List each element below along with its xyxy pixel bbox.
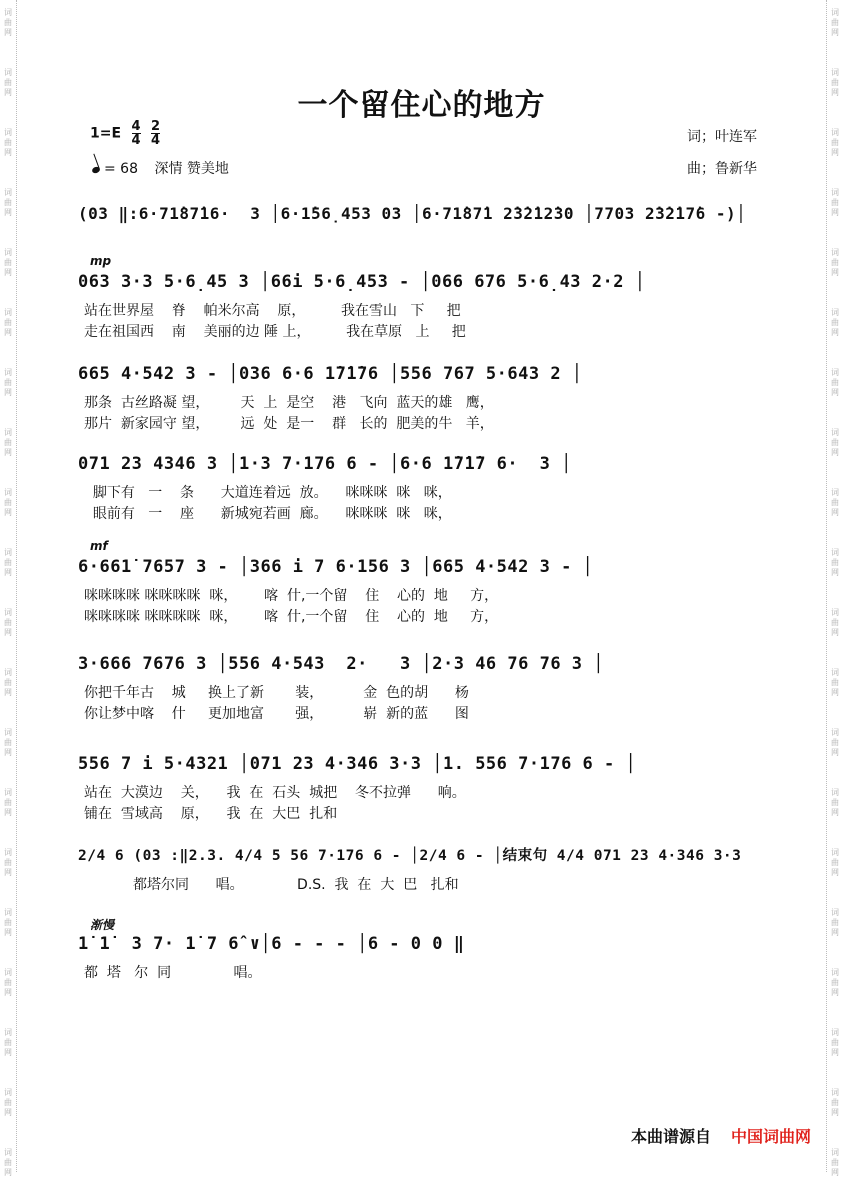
watermark-text: 词 曲 网 [4, 788, 12, 817]
lyric-line: 那片 新家园守 望， 远 处 是一 群 长的 肥美的牛 羊， [84, 416, 494, 432]
lyric-line: 走在祖国西 南 美丽的边 陲 上， 我在草原 上 把 [84, 324, 466, 340]
key-signature [90, 120, 160, 147]
notation: 2/4 6 (03 :‖2.3. 4/4 5 56 7·176 6 - │2/4 6 - │结束句 4/4 071 23 4·346 3·3 [78, 848, 742, 864]
watermark-text: 词 曲 网 [4, 848, 12, 877]
notation: 071 23 4346 3 │1·3 7·176 6 - │6·6 1̇7̇1̇7 6· 3 │ [78, 454, 572, 474]
watermark-text: 词 曲 网 [4, 308, 12, 337]
notation: 063 3·3 5·6̣45 3 │66i 5·6̣453 - │066 676 5·6̣43 2·2 │ [78, 272, 646, 292]
time-signature-24: $\frac{2}{4}$ [151, 119, 161, 148]
lyric-line: 那条 古丝路凝 望， 天 上 是空 港 飞向 蓝天的雄 鹰， [84, 395, 494, 411]
watermark-text: 词 曲 网 [4, 608, 12, 637]
watermark-text: 词 曲 网 [4, 248, 12, 277]
lyric-line: 站在 大漠边 关， 我 在 石头 城把 冬不拉弹 响。 [84, 785, 466, 801]
watermark-text: 词 曲 网 [4, 488, 12, 517]
watermark-text: 词 曲 网 [831, 488, 839, 517]
source-label: 本曲谱源自 [630, 1127, 711, 1146]
source-footer [631, 1124, 811, 1147]
lyric-line: 铺在 雪域高 原， 我 在 大巴 扎和 [84, 806, 338, 822]
watermark-text: 词 曲 网 [831, 968, 839, 997]
notation: 1̇ 1̇ 3 7· 1̇ 7 6̂ ∨│6 - - - │6 - 0 0 ‖ [78, 934, 465, 954]
notation: 6·661̇ 7657 3 - │366 i 7 6·156 3 │665 4·542 3 - │ [78, 557, 594, 577]
composer: 曲；鲁新华 [687, 161, 757, 177]
watermark-text: 词 曲 网 [831, 1088, 839, 1117]
watermark-text: 词 曲 网 [831, 1028, 839, 1057]
watermark-text: 词 曲 网 [4, 1028, 12, 1057]
watermark-text: 词 曲 网 [831, 668, 839, 697]
watermark-text: 词 曲 网 [4, 728, 12, 757]
watermark-text: 词 曲 网 [831, 308, 839, 337]
expression: 深情 赞美地 [154, 161, 229, 177]
tempo-line [92, 158, 229, 178]
lyric-line: 咪咪咪咪 咪咪咪咪 咪， 喀 什,一个留 住 心的 地 方， [84, 609, 499, 625]
watermark-text: 词 曲 网 [831, 728, 839, 757]
quarter-note-icon [91, 166, 101, 174]
watermark-text: 词 曲 网 [4, 428, 12, 457]
watermark-text: 词 曲 网 [4, 908, 12, 937]
lyric-line: 都塔尔同 唱。 D.S. 我 在 大 巴 扎和 [84, 877, 459, 893]
watermark-text: 词 曲 网 [831, 1148, 839, 1177]
notation: 3·666 7676 3 │556 4·543 2· 3 │2·3 46 76 76 3 │ [78, 654, 605, 674]
source-site: 中国词曲网 [730, 1127, 811, 1146]
watermark-text: 词 曲 网 [831, 548, 839, 577]
watermark-text: 词 曲 网 [4, 188, 12, 217]
watermark-text: 词 曲 网 [831, 188, 839, 217]
watermark-text: 词 曲 网 [831, 908, 839, 937]
watermark-text: 词 曲 网 [4, 1088, 12, 1117]
lyricist: 词；叶连军 [687, 129, 757, 145]
watermark-text: 词 曲 网 [4, 8, 12, 37]
key-label: 1=E [90, 125, 122, 142]
dynamic-mark: 渐慢 [90, 918, 115, 932]
watermark-text: 词 曲 网 [4, 968, 12, 997]
watermark-text: 词 曲 网 [831, 608, 839, 637]
watermark-text: 词 曲 网 [831, 788, 839, 817]
song-title: 一个留住心的地方 [297, 88, 546, 123]
time-signature-44: $\frac{4}{4}$ [131, 119, 141, 148]
watermark-text: 词 曲 网 [4, 128, 12, 157]
watermark-text: 词 曲 网 [831, 68, 839, 97]
right-watermark-strip [826, 0, 843, 1177]
watermark-text: 词 曲 网 [831, 128, 839, 157]
watermark-text: 词 曲 网 [4, 1148, 12, 1177]
lyric-line: 你把千年古 城 换上了新 装， 金 色的胡 杨 [84, 685, 469, 701]
lyric-line: 咪咪咪咪 咪咪咪咪 咪， 喀 什,一个留 住 心的 地 方， [84, 588, 499, 604]
watermark-text: 词 曲 网 [4, 68, 12, 97]
lyric-line: 眼前有 一 座 新城宛若画 廊。 咪咪咪 咪 咪， [84, 506, 452, 522]
lyric-line: 脚下有 一 条 大道连着远 放。 咪咪咪 咪 咪， [84, 485, 452, 501]
left-watermark-strip [0, 0, 17, 1177]
lyric-line: 站在世界屋 脊 帕米尔高 原， 我在雪山 下 把 [84, 303, 461, 319]
watermark-text: 词 曲 网 [4, 548, 12, 577]
watermark-text: 词 曲 网 [831, 368, 839, 397]
lyric-line: 都 塔 尔 同 唱。 [84, 965, 262, 981]
watermark-text: 词 曲 网 [831, 848, 839, 877]
lyric-line: 你让梦中喀 什 更加地富 强， 崭 新的蓝 图 [84, 706, 469, 722]
notation: (03 ‖:6·71̇87̇16· 3 │6·1̇56̣453 03 │6·71̇87̇1 2̇3̇2̇12̇30 │7703 2̇3̇2̇17̇6 -)│ [78, 204, 747, 223]
notation: 665 4·542 3 - │036 6·6 1̇7̇1̇76 │556 767 5·643 2 │ [78, 364, 583, 384]
watermark-text: 词 曲 网 [831, 8, 839, 37]
watermark-text: 词 曲 网 [4, 668, 12, 697]
watermark-text: 词 曲 网 [831, 428, 839, 457]
dynamic-mark: mf [90, 539, 108, 553]
notation: 556 7 i 5·4321 │071 23 4·346 3·3 │1. 556 7·176 6 - │ [78, 754, 637, 774]
watermark-text: 词 曲 网 [831, 248, 839, 277]
dynamic-mark: mp [90, 254, 112, 268]
watermark-text: 词 曲 网 [4, 368, 12, 397]
tempo: = 68 [104, 161, 138, 177]
